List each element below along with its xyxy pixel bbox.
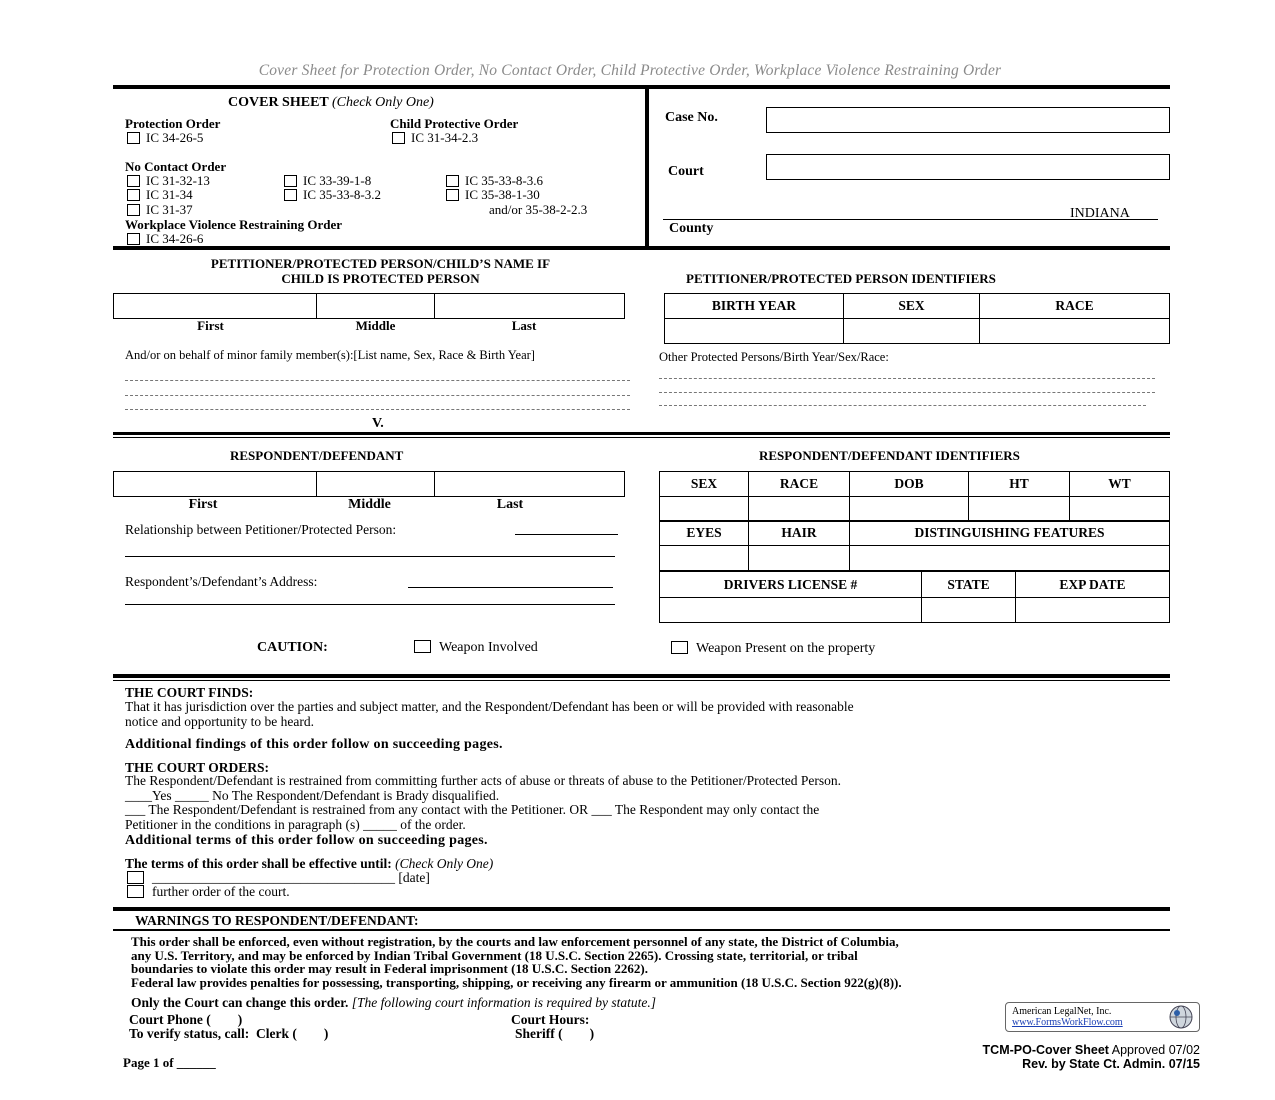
- other-protected-label: Other Protected Persons/Birth Year/Sex/Race:: [659, 350, 889, 364]
- respondent-identifiers-heading: RESPONDENT/DEFENDANT IDENTIFIERS: [759, 448, 1020, 463]
- relationship-label: Relationship between Petitioner/Protected Person:: [125, 522, 397, 537]
- additional-findings: Additional findings of this order follow on succeeding pages.: [125, 737, 503, 752]
- birth-year-cell[interactable]: [665, 319, 844, 344]
- resp-exp-cell[interactable]: [1016, 598, 1170, 623]
- section-rule: [113, 246, 1170, 250]
- nco-option[interactable]: IC 33-39-1-8: [284, 173, 371, 189]
- checkbox[interactable]: [284, 189, 297, 201]
- other-protected-line[interactable]: [659, 405, 1146, 406]
- respondent-middle-label: Middle: [348, 497, 391, 512]
- resp-hair-cell[interactable]: [749, 546, 850, 571]
- sheriff: Sheriff ( ): [515, 1026, 595, 1041]
- court-hours: Court Hours:: [511, 1012, 590, 1027]
- other-protected-line[interactable]: [659, 392, 1155, 393]
- court-phone: Court Phone ( ): [129, 1012, 243, 1027]
- section-rule: [113, 929, 1170, 931]
- resp-ht-cell[interactable]: [969, 497, 1070, 522]
- relationship-line[interactable]: [125, 556, 615, 557]
- protection-order-label: Protection Order: [125, 116, 221, 131]
- sex-header: SEX: [844, 294, 980, 319]
- court-label: Court: [668, 164, 704, 179]
- birth-year-header: BIRTH YEAR: [665, 294, 844, 319]
- minor-family-note: And/or on behalf of minor family member(s):[List name, Sex, Race & Birth Year]: [125, 348, 535, 362]
- race-cell[interactable]: [980, 319, 1170, 344]
- further-order-option[interactable]: further order of the court.: [127, 884, 290, 900]
- workplace-violence-label: Workplace Violence Restraining Order: [125, 217, 343, 232]
- resp-race-header: RACE: [749, 472, 850, 497]
- checkbox[interactable]: [127, 885, 144, 898]
- other-protected-line[interactable]: [659, 378, 1155, 379]
- only-court-line: Only the Court can change this order. [The following court information is required by statute.]: [131, 995, 657, 1010]
- resp-exp-header: EXP DATE: [1016, 572, 1170, 598]
- court-orders-heading: THE COURT ORDERS:: [125, 760, 270, 775]
- resp-sex-cell[interactable]: [660, 497, 749, 522]
- resp-wt-header: WT: [1070, 472, 1170, 497]
- resp-dl-cell[interactable]: [660, 598, 922, 623]
- minor-line[interactable]: [125, 409, 630, 410]
- court-orders-text: The Respondent/Defendant is restrained from committing further acts of abuse or threats of abuse to the Petitioner/Protected Person. ____Yes _____ No The Respondent/Defendant is Brady disqualified. ___ The Respondent/Defendant is restrained from any contact with the Petitioner. OR ___ The Respondent may only contact the Petitioner in the conditions in paragraph (s) _____ of the order.: [125, 773, 842, 832]
- resp-state-cell[interactable]: [922, 598, 1016, 623]
- minor-line[interactable]: [125, 380, 630, 381]
- no-contact-order-label: No Contact Order: [125, 159, 227, 174]
- logo-company-name: American LegalNet, Inc.: [1012, 1006, 1112, 1017]
- section-rule: [113, 674, 1170, 678]
- american-legalnet-logo[interactable]: [1005, 1002, 1200, 1032]
- petitioner-middle-field[interactable]: [316, 293, 435, 319]
- checkbox[interactable]: [127, 189, 140, 201]
- minor-line[interactable]: [125, 395, 630, 396]
- address-line[interactable]: [125, 604, 615, 605]
- section-rule: [113, 437, 1170, 438]
- petitioner-middle-label: Middle: [355, 318, 396, 333]
- petitioner-identifiers-heading: PETITIONER/PROTECTED PERSON IDENTIFIERS: [686, 271, 996, 286]
- section-rule: [113, 680, 1170, 681]
- resp-ht-header: HT: [969, 472, 1070, 497]
- checkbox[interactable]: [671, 641, 688, 654]
- effective-date-option[interactable]: ____________________________________ [date]: [127, 870, 430, 886]
- checkbox[interactable]: [446, 189, 459, 201]
- nco-option[interactable]: IC 31-34: [127, 187, 193, 203]
- resp-wt-cell[interactable]: [1070, 497, 1170, 522]
- respondent-first-field[interactable]: [113, 471, 317, 497]
- checkbox[interactable]: [414, 640, 431, 653]
- resp-features-cell[interactable]: [850, 546, 1170, 571]
- respondent-first-label: First: [188, 497, 218, 512]
- checkbox[interactable]: [127, 871, 144, 884]
- checkbox[interactable]: [284, 175, 297, 187]
- court-finds-heading: THE COURT FINDS:: [125, 685, 254, 700]
- page-number: Page 1 of ______: [123, 1055, 216, 1070]
- versus-label: V.: [372, 416, 384, 431]
- section-rule: [113, 432, 1170, 435]
- resp-dob-header: DOB: [850, 472, 969, 497]
- resp-state-header: STATE: [922, 572, 1016, 598]
- respondent-middle-field[interactable]: [316, 471, 435, 497]
- case-no-field[interactable]: [766, 107, 1170, 133]
- court-field[interactable]: [766, 154, 1170, 180]
- respondent-identifiers-table-2: [659, 520, 1170, 571]
- nco-option[interactable]: IC 31-32-13: [127, 173, 210, 189]
- petitioner-last-label: Last: [511, 318, 537, 333]
- nco-option[interactable]: IC 35-33-8-3.2: [284, 187, 381, 203]
- top-rule: [113, 85, 1170, 89]
- resp-sex-header: SEX: [660, 472, 749, 497]
- resp-eyes-cell[interactable]: [660, 546, 749, 571]
- respondent-last-label: Last: [496, 497, 524, 512]
- document-title: Cover Sheet for Protection Order, No Contact Order, Child Protective Order, Workplace Violence Restraining Order: [258, 62, 1002, 79]
- resp-features-header: DISTINGUISHING FEATURES: [850, 521, 1170, 546]
- petitioner-heading: PETITIONER/PROTECTED PERSON/CHILD’S NAME IF CHILD IS PROTECTED PERSON: [210, 256, 551, 286]
- petitioner-first-field[interactable]: [113, 293, 317, 319]
- respondent-heading: RESPONDENT/DEFENDANT: [230, 448, 404, 463]
- child-protective-order-label: Child Protective Order: [390, 116, 519, 131]
- relationship-line[interactable]: [515, 534, 618, 535]
- resp-eyes-header: EYES: [660, 521, 749, 546]
- effective-until: The terms of this order shall be effective until: (Check Only One): [125, 856, 494, 871]
- weapon-involved-option[interactable]: Weapon Involved: [414, 640, 538, 656]
- court-finds-text: That it has jurisdiction over the parties and subject matter, and the Respondent/Defendant has been or will be provided with reasonable notice and opportunity to be heard.: [125, 699, 854, 729]
- checkbox[interactable]: [127, 175, 140, 187]
- county-label: County: [669, 221, 714, 236]
- state-value: INDIANA: [1070, 206, 1130, 221]
- resp-race-cell[interactable]: [749, 497, 850, 522]
- warnings-heading: WARNINGS TO RESPONDENT/DEFENDANT:: [135, 913, 419, 928]
- petitioner-identifiers-table: [664, 293, 1170, 344]
- sex-cell[interactable]: [844, 319, 980, 344]
- resp-hair-header: HAIR: [749, 521, 850, 546]
- nco-option[interactable]: IC 35-38-1-30: [446, 187, 540, 203]
- additional-terms: Additional terms of this order follow on succeeding pages.: [125, 833, 488, 848]
- form-id-line: TCM-PO-Cover Sheet Approved 07/02: [982, 1043, 1200, 1057]
- respondent-identifiers-table-1: [659, 471, 1170, 522]
- checkbox[interactable]: [127, 204, 140, 216]
- respondent-last-field[interactable]: [434, 471, 625, 497]
- petitioner-first-label: First: [197, 318, 224, 333]
- logo-url[interactable]: www.FormsWorkFlow.com: [1012, 1017, 1123, 1028]
- nco-option[interactable]: IC 35-33-8-3.6: [446, 173, 543, 189]
- checkbox[interactable]: [392, 132, 405, 144]
- cover-sheet-heading: COVER SHEET (Check Only One): [228, 95, 434, 110]
- resp-dl-header: DRIVERS LICENSE #: [660, 572, 922, 598]
- nco-option-extra: and/or 35-38-2-2.3: [489, 202, 588, 217]
- top-divider: [645, 89, 649, 249]
- resp-dob-cell[interactable]: [850, 497, 969, 522]
- address-line[interactable]: [408, 587, 613, 588]
- petitioner-last-field[interactable]: [434, 293, 625, 319]
- checkbox[interactable]: [127, 233, 140, 245]
- warnings-text: This order shall be enforced, even without registration, by the courts and law enforcement personnel of any state, the District of Columbia, any U.S. Territory, and may be enforced by Indian Tribal Government (18 U.S.C. Section 2265). Crossing state, territorial, or tribal boundaries to violate this order may result in Federal imprisonment (18 U.S.C. Section 2262). Federal law provides penalties for possessing, transporting, shipping, or receiving any firearm or ammunition (18 U.S.C. Section 922(g)(8)).: [131, 934, 902, 990]
- verify-status: To verify status, call: Clerk ( ): [129, 1026, 329, 1041]
- nco-option[interactable]: IC 31-37: [127, 202, 193, 218]
- child-protective-order-option[interactable]: IC 31-34-2.3: [392, 130, 478, 146]
- section-rule: [113, 907, 1170, 911]
- race-header: RACE: [980, 294, 1170, 319]
- weapon-present-option[interactable]: Weapon Present on the property: [671, 641, 875, 657]
- respondent-identifiers-table-3: [659, 571, 1170, 623]
- globe-icon: [1166, 1004, 1196, 1030]
- checkbox[interactable]: [446, 175, 459, 187]
- county-underline: [663, 219, 1158, 220]
- caution-label: CAUTION:: [257, 640, 328, 655]
- revised-line: Rev. by State Ct. Admin. 07/15: [1022, 1057, 1200, 1071]
- workplace-violence-option[interactable]: IC 34-26-6: [127, 231, 203, 247]
- case-no-label: Case No.: [665, 110, 718, 125]
- checkbox[interactable]: [127, 132, 140, 144]
- protection-order-option[interactable]: IC 34-26-5: [127, 130, 203, 146]
- address-label: Respondent’s/Defendant’s Address:: [125, 574, 318, 589]
